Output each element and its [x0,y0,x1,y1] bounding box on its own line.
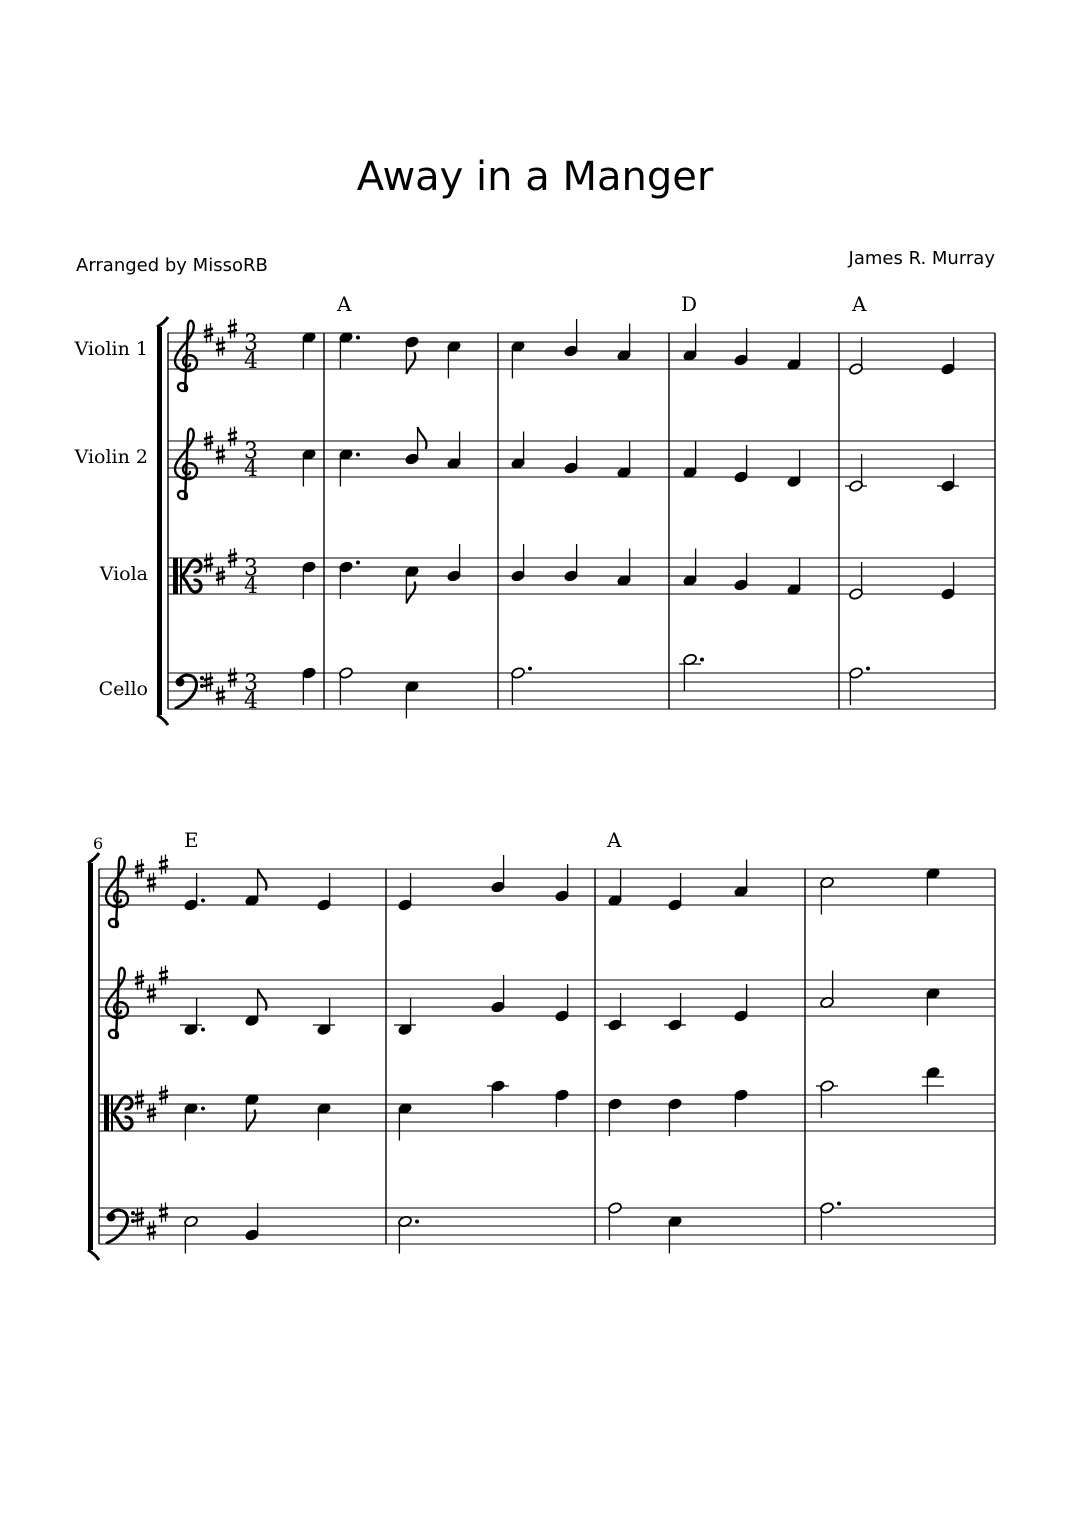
note [302,561,317,599]
sharp-stroke [135,976,144,979]
note [339,331,360,369]
chord-symbol: A [337,292,352,316]
chord-symbol: A [852,292,867,316]
note [617,324,632,362]
augmentation-dot [356,453,360,457]
note [511,667,532,706]
staff-violin1 [99,855,995,928]
system-bracket [88,863,93,1250]
note [679,653,704,691]
sharp-stroke [228,330,237,333]
sharp-stroke [159,1091,168,1094]
augmentation-dot [201,1028,205,1032]
time-signature-bottom: 4 [244,457,258,482]
note [245,1203,260,1241]
note [398,1215,419,1253]
treble-clef-icon [106,857,128,927]
note [511,340,526,378]
sharp-stroke [159,866,168,869]
sharp-stroke [216,578,225,581]
note [555,864,570,902]
sharp-stroke [228,432,237,435]
note [555,984,570,1022]
note [941,337,956,375]
system-bracket [157,327,162,715]
note [668,873,683,911]
sharp-stroke [228,438,237,441]
bass-clef-dot [131,1211,135,1215]
sharp-stroke [135,982,144,985]
time-signature-bottom: 4 [244,574,258,599]
note [491,855,506,893]
note [245,869,267,907]
note [734,984,749,1022]
bracket-hook [157,715,168,725]
note [447,340,462,378]
note [608,1202,623,1240]
note [849,667,870,706]
note [564,436,579,474]
note [398,1102,413,1140]
note [398,873,413,911]
note [668,1215,683,1253]
note [339,448,360,486]
note [487,1080,509,1118]
chord-symbol: E [184,828,199,852]
note [820,971,835,1009]
sharp-stroke [204,335,213,338]
sharp-stroke [135,1219,144,1222]
time-signature-bottom: 4 [244,349,258,374]
time-signature-top: 3 [244,671,258,696]
composer-credit: James R. Murray [848,248,995,269]
note [313,998,335,1036]
note [339,561,360,600]
note [564,544,579,582]
note [845,454,867,492]
note [317,1102,332,1140]
note [820,876,835,914]
note [926,867,941,905]
sharp-stroke [147,995,156,998]
note [608,1098,623,1136]
note-flag [418,427,427,449]
bass-clef-dot [107,1213,116,1222]
augmentation-dot [356,561,360,565]
note [734,1089,749,1127]
time-signature-top: 3 [244,331,258,356]
bass-clef-dot [200,684,204,688]
sharp-stroke [204,329,213,332]
bass-clef-dot [131,1219,135,1223]
sharp-stroke [204,443,213,446]
sharp-stroke [147,1115,156,1118]
sharp-stroke [216,456,225,459]
note [302,667,317,705]
chord-symbol: D [681,292,698,316]
note [180,998,205,1036]
note [405,427,427,465]
note [664,993,686,1031]
bracket-hook [88,1250,99,1260]
note [617,441,632,479]
treble-clef-icon [175,321,197,391]
note [849,337,864,375]
note [302,448,317,486]
note [787,333,802,371]
sharp-stroke [228,560,237,563]
note [941,562,956,600]
augmentation-dot [356,336,360,340]
note [683,324,698,362]
score-notation [74,292,995,1260]
note [564,319,579,357]
instrument-name: Viola [99,563,148,585]
note [734,860,749,898]
sharp-stroke [159,1097,168,1100]
note [926,987,941,1025]
note [245,1093,260,1131]
sharp-stroke [147,1232,156,1235]
treble-clef-icon [175,429,197,499]
note [317,873,332,911]
augmentation-dot [837,1202,841,1206]
note [820,1202,841,1241]
note [608,869,623,907]
note [184,1215,199,1253]
bracket-hook [88,853,99,863]
note [555,1089,570,1127]
score-title: Away in a Manger [356,154,714,200]
note [816,1080,838,1118]
augmentation-dot [201,899,205,903]
sharp-stroke [228,324,237,327]
time-signature-top: 3 [244,556,258,581]
staff-cello [99,1203,995,1245]
note [604,993,626,1031]
note [447,432,462,470]
augmentation-dot [528,667,532,671]
note [184,873,205,911]
note [405,565,420,603]
sharp-stroke [147,884,156,887]
alto-clef-bar [104,1095,109,1131]
note [302,331,317,369]
note-flag [406,352,415,374]
bass-clef-dot [176,678,185,687]
note [184,1102,205,1140]
note [511,544,526,582]
note [734,553,749,591]
note [447,544,462,582]
sharp-stroke [228,554,237,557]
sharp-stroke [135,871,144,874]
sharp-stroke [228,679,237,682]
time-signature-bottom: 4 [244,689,258,714]
sharp-stroke [135,1213,144,1216]
note [405,680,420,718]
augmentation-dot [700,658,704,662]
sharp-stroke [216,572,225,575]
sharp-stroke [204,564,213,567]
note [787,558,802,596]
staff-viola [99,1085,995,1131]
augmentation-dot [415,1220,419,1224]
augmentation-dot [866,667,870,671]
note [683,549,698,587]
note [405,336,420,374]
sharp-stroke [135,1101,144,1104]
sharp-stroke [159,1214,168,1217]
treble-clef-icon [106,968,128,1038]
note [668,1098,683,1136]
instrument-name: Cello [98,678,148,700]
sharp-stroke [204,684,213,687]
note [394,998,416,1036]
sharp-stroke [216,697,225,700]
alto-clef-bar [173,558,178,594]
sharp-stroke [216,348,225,351]
note [491,975,506,1013]
note [683,441,698,479]
note [937,454,959,492]
score-system [74,292,995,725]
sharp-stroke [159,971,168,974]
score-system [88,828,995,1260]
note [734,328,749,366]
note [245,989,267,1027]
note [734,445,749,483]
sharp-stroke [204,437,213,440]
chord-symbol: A [607,828,622,852]
sharp-stroke [159,860,168,863]
note [787,450,802,488]
bracket-hook [157,317,168,327]
instrument-name: Violin 1 [74,338,148,360]
staff-violin1 [74,319,995,392]
augmentation-dot [201,1107,205,1111]
staff-violin2 [99,966,995,1039]
note [849,562,864,600]
sharp-stroke [147,1109,156,1112]
note [922,1066,944,1104]
sharp-stroke [204,678,213,681]
arranger-credit: Arranged by MissoRB [76,255,268,276]
bass-clef-dot [200,676,204,680]
note [511,432,526,470]
note [339,667,354,705]
measure-number: 6 [93,834,104,853]
sharp-stroke [135,865,144,868]
note [617,549,632,587]
time-signature-top: 3 [244,439,258,464]
sharp-stroke [159,977,168,980]
instrument-name: Violin 2 [74,446,148,468]
